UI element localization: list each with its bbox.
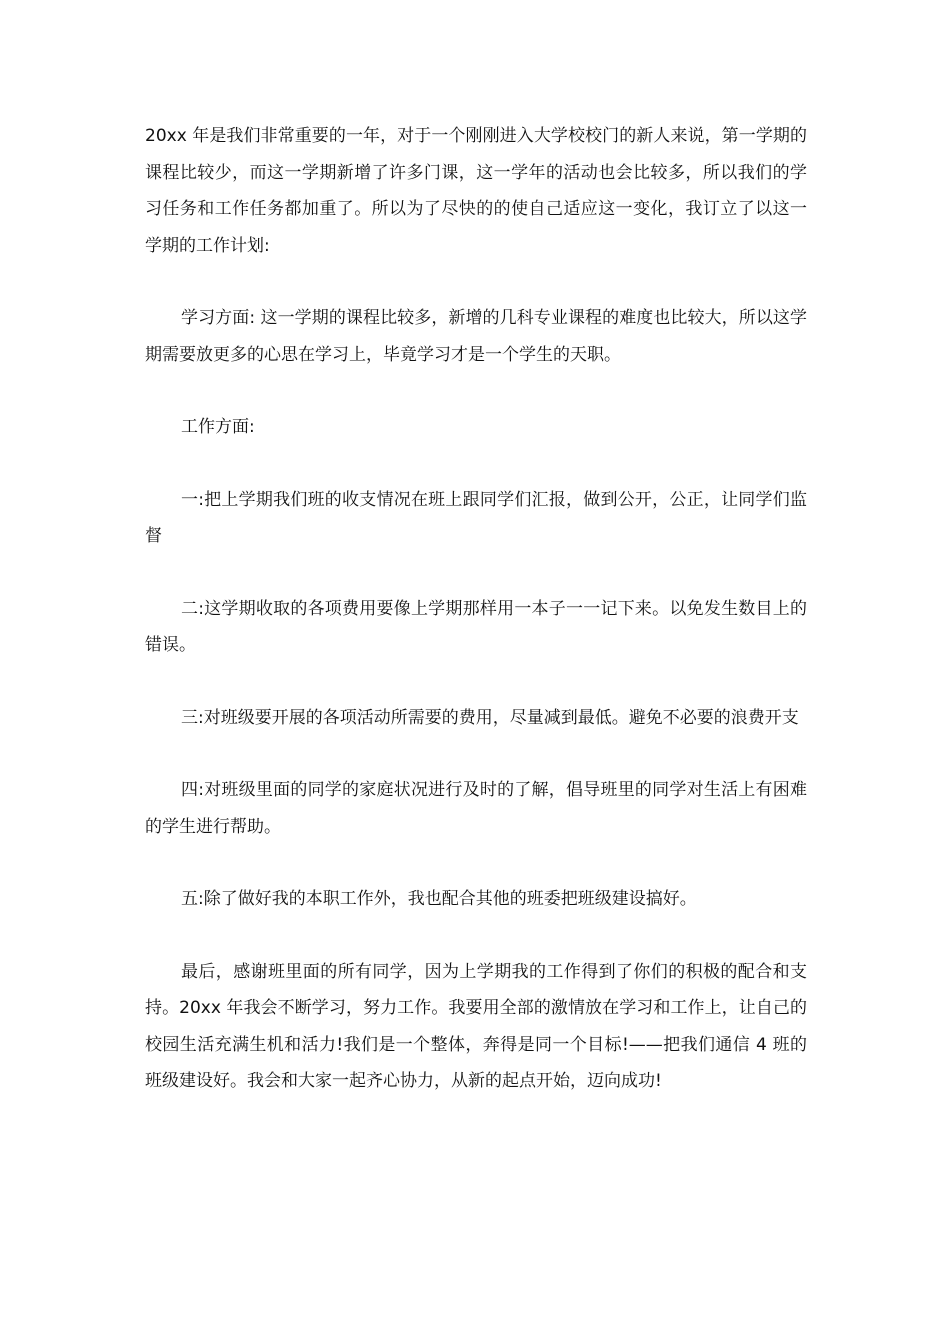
work-item-5: 五:除了做好我的本职工作外，我也配合其他的班委把班级建设搞好。: [181, 889, 697, 909]
work-item-3: 三:对班级要开展的各项活动所需要的费用，尽量减到最低。避免不必要的浪费开支: [181, 707, 799, 728]
study-paragraph: 学习方面: 这一学期的课程比较多，新增的几科专业课程的难度也比较大，所以这学期需要放更多的心思在学习上，毕竟学习才是一个学生的天职。: [145, 308, 807, 365]
closing-paragraph: 最后，感谢班里面的所有同学，因为上学期我的工作得到了你们的积极的配合和支持。20xx 年我会不断学习，努力工作。我要用全部的激情放在学习和工作上，让自己的校园生活充满生机和活力!我们是一个整体，奔得是同一个目标!——把我们通信 4 班的班级建设好。我会和大家一起齐心协力，从新的起点开始，迈向成功!: [145, 961, 807, 1091]
work-item-1: 一:把上学期我们班的收支情况在班上跟同学们汇报，做到公开，公正，让同学们监督: [145, 489, 807, 546]
work-heading: 工作方面:: [181, 417, 255, 437]
work-item-2: 二:这学期收取的各项费用要像上学期那样用一本子一一记下来。以免发生数目上的错误。: [145, 598, 807, 655]
document-body: [145, 118, 807, 1136]
intro-paragraph: 20xx 年是我们非常重要的一年，对于一个刚刚进入大学校校门的新人来说，第一学期的课程比较少，而这一学期新增了许多门课，这一学年的活动也会比较多，所以我们的学习任务和工作任务都加重了。所以为了尽快的的使自己适应这一变化，我订立了以这一学期的工作计划:: [145, 126, 807, 256]
work-item-4: 四:对班级里面的同学的家庭状况进行及时的了解，倡导班里的同学对生活上有困难的学生进行帮助。: [145, 780, 807, 837]
